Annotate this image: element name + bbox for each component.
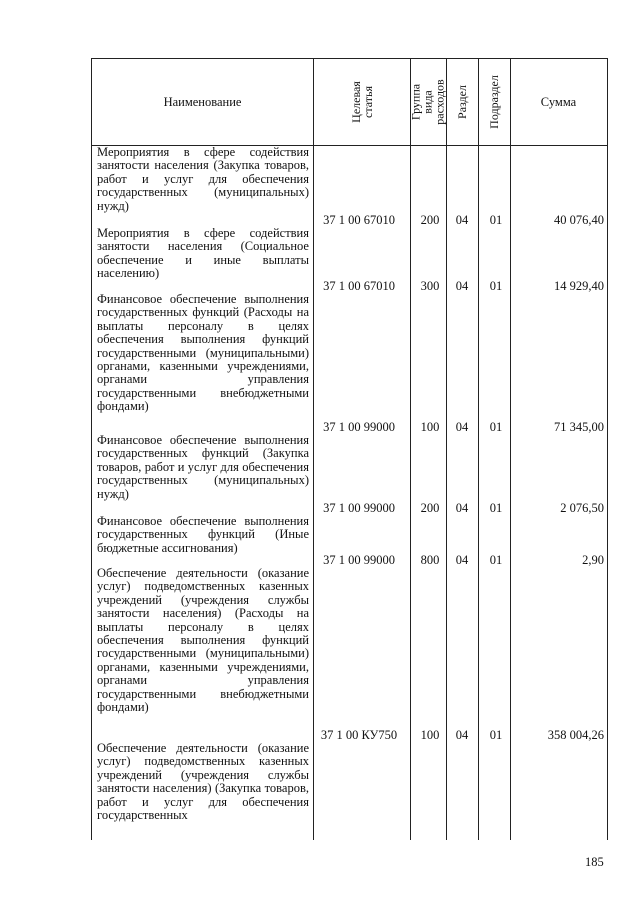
page-number: 185: [585, 855, 604, 869]
header-group: [410, 59, 446, 145]
header-section-label: Раздел: [455, 85, 470, 119]
row-name: Мероприятия в сфере содействия занятости населения (Социальное обеспечение и иные выплаты населению): [97, 226, 309, 281]
row-sum: 2 076,50: [560, 500, 604, 515]
row-section: 04: [455, 419, 469, 434]
row-target: 37 1 00 99000: [323, 552, 395, 567]
table-row: [92, 434, 607, 515]
row-subsection: 01: [489, 419, 503, 434]
row-sum: 358 004,26: [547, 727, 604, 742]
row-group: 200: [420, 500, 440, 515]
header-subsection: [478, 59, 510, 145]
header-section: [446, 59, 478, 145]
row-name: Обеспечение деятельности (оказание услуг) подведомственных казенных учреждений (учреждения службы занятости населения) (Закупка товаров, работ и услуг для обеспечения государственных: [97, 741, 309, 823]
row-section: 04: [455, 278, 469, 293]
row-sum: 40 076,40: [554, 212, 604, 227]
row-name: Обеспечение деятельности (оказание услуг) подведомственных казенных учреждений (учреждения службы занятости населения) (Расходы на выплаты персоналу в целях обеспечения выполнения функций государственными (муниципальными) органами, казенными учреждениями, органами управления государственными внебюджетными фондами): [97, 566, 309, 715]
header-target-label: Целевая статья: [348, 81, 375, 123]
row-name: Мероприятия в сфере содействия занятости населения (Закупка товаров, работ и услуг для обеспечения государственных (муниципальных) нужд): [97, 145, 309, 213]
table-row: [92, 293, 607, 434]
row-group: 100: [420, 727, 440, 742]
row-sum: 2,90: [582, 552, 604, 567]
table-row: [92, 742, 607, 840]
row-group: 100: [420, 419, 440, 434]
table-row: [92, 567, 607, 742]
row-target: 37 1 00 67010: [323, 278, 395, 293]
row-subsection: 01: [489, 500, 503, 515]
header-name: [92, 59, 313, 145]
row-target: 37 1 00 КУ750: [320, 727, 398, 742]
row-section: 04: [455, 212, 469, 227]
table-row: [92, 227, 607, 293]
header-target: [313, 59, 410, 145]
row-group: 200: [420, 212, 440, 227]
table-row: [92, 515, 607, 567]
row-target: 37 1 00 99000: [323, 419, 395, 434]
row-subsection: 01: [489, 278, 503, 293]
row-subsection: 01: [489, 727, 503, 742]
budget-table: [91, 58, 608, 840]
row-group: 300: [420, 278, 440, 293]
row-target: 37 1 00 99000: [323, 500, 395, 515]
row-sum: 71 345,00: [554, 419, 604, 434]
header-name-label: Наименование: [163, 94, 242, 109]
row-name: Финансовое обеспечение выполнения государственных функций (Закупка товаров, работ и услуг для обеспечения государственных (муниципальных) нужд): [97, 433, 309, 501]
header-sum-label: Сумма: [540, 94, 577, 109]
table-row: [92, 146, 607, 227]
row-sum: 14 929,40: [554, 278, 604, 293]
row-target: 37 1 00 67010: [323, 212, 395, 227]
header-subsection-label: Подраздел: [487, 75, 502, 129]
row-section: 04: [455, 552, 469, 567]
row-subsection: 01: [489, 552, 503, 567]
row-section: 04: [455, 727, 469, 742]
header-sum: [510, 59, 607, 145]
row-subsection: 01: [489, 212, 503, 227]
row-section: 04: [455, 500, 469, 515]
header-group-label: Группа вида расходов: [409, 79, 447, 125]
row-group: 800: [420, 552, 440, 567]
row-name: Финансовое обеспечение выполнения государственных функций (Иные бюджетные ассигнования): [97, 514, 309, 555]
row-name: Финансовое обеспечение выполнения государственных функций (Расходы на выплаты персоналу в целях обеспечения выполнения функций государственными (муниципальными) органами, казенными учреждениями, органами управления государственными внебюджетными фондами): [97, 292, 309, 414]
